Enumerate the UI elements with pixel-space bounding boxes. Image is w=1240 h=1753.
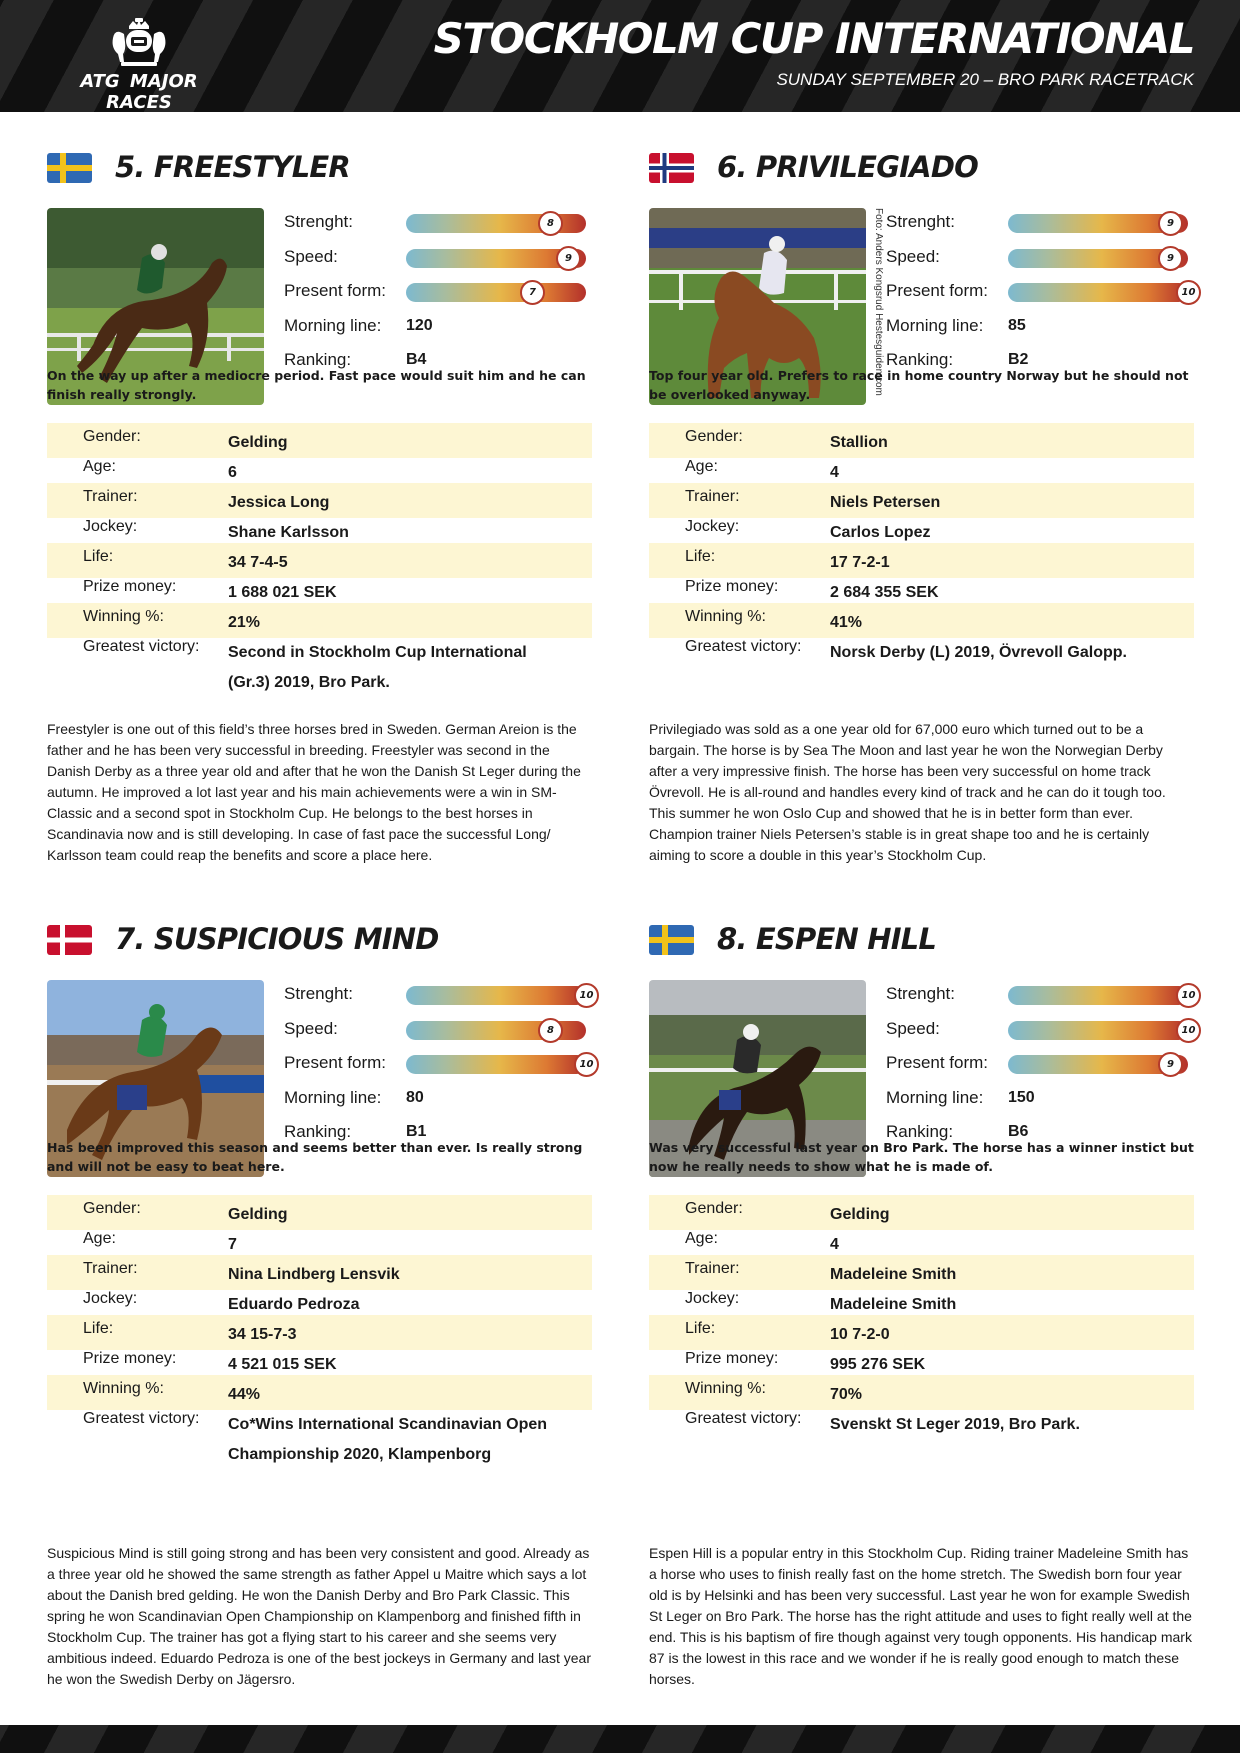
ranking-label: Ranking: [284, 350, 352, 369]
jockey-value: Madeleine Smith [830, 1296, 957, 1313]
age-value: 4 [830, 1236, 839, 1253]
strength-row [284, 980, 594, 1015]
morning-line-label: Morning line: [284, 315, 382, 335]
winning-label: Winning %: [83, 608, 164, 625]
ranking-label: Ranking: [886, 350, 954, 369]
gender-value: Gelding [228, 1206, 288, 1223]
age-value: 7 [228, 1236, 237, 1253]
gender-value: Stallion [830, 434, 888, 451]
horse-description: Freestyler is one out of this field’s three horses bred in Sweden. German Areion is the father and he has been very successful in breeding. Freestyler was second in the Danish Derby as a three year old and after that he won the Danish St Leger during the autumn. He improved a lot last year and his main achievements were a win in SM-Classic and a second spot in Stockholm Cup. He belongs to the best horses in Scandinavia now and is still developing. In case of fast pace the successful Long/ Karlsson team could reap the benefits and score a place here. [47, 721, 581, 863]
strength-knob: 8 [538, 211, 563, 236]
jockey-value: Eduardo Pedroza [228, 1296, 360, 1313]
info-table [47, 428, 592, 698]
horse-card-suspicious-mind [47, 922, 594, 1687]
speed-row [284, 1015, 594, 1050]
trainer-value: Niels Petersen [830, 494, 941, 511]
prize-label: Prize money: [83, 578, 177, 595]
age-value: 6 [228, 464, 237, 481]
speed-knob: 9 [556, 246, 581, 271]
speed-bar [406, 1021, 586, 1040]
speed-bar [1008, 249, 1188, 268]
horse-summary: Top four year old. Prefers to race in home country Norway but he should not be overlooked anyway. [649, 368, 1189, 402]
speed-label: Speed: [886, 1018, 940, 1038]
prize-value: 2 684 355 SEK [830, 584, 939, 601]
horse-summary: Has been improved this season and seems better than ever. Is really strong and will not be easy to beat here. [47, 1140, 583, 1174]
form-bar [406, 1055, 594, 1074]
jockey-value: Carlos Lopez [830, 524, 931, 541]
gender-value: Gelding [830, 1206, 890, 1223]
horse-description: Suspicious Mind is still going strong and has been very consistent and good. Already as a three year old he showed the same strength as father Appel u Maitre which says a lot about the Danish bred gelding. He won the Danish Derby and Bro Park Classic. This spring he won Scandinavian Open Championship on Klampenborg and finished fifth in Stockholm Cup. The trainer has got a flying start to his career and she seems very ambitious indeed. Eduardo Pedroza is one of the best jockeys in Germany and last year he won the Swedish Derby on Jägersro. [47, 1545, 591, 1687]
prize-value: 4 521 015 SEK [228, 1356, 337, 1373]
greatest-label: Greatest victory: [83, 638, 200, 655]
trainer-value: Nina Lindberg Lensvik [228, 1266, 400, 1283]
page-header [0, 0, 1240, 112]
greatest-row [649, 1405, 1194, 1440]
life-value: 17 7-2-1 [830, 554, 890, 571]
form-label: Present form: [284, 1053, 387, 1072]
form-knob: 7 [520, 280, 545, 305]
age-value: 4 [830, 464, 839, 481]
greatest-label: Greatest victory: [685, 1410, 802, 1427]
form-label: Present form: [284, 281, 387, 300]
greatest-label: Greatest victory: [83, 1410, 200, 1427]
winning-value: 70% [830, 1386, 863, 1403]
rating-panel [886, 980, 1196, 1153]
winning-value: 41% [830, 614, 863, 631]
speed-label: Speed: [886, 246, 940, 266]
life-value: 34 15-7-3 [228, 1326, 297, 1343]
age-label: Age: [83, 1230, 116, 1247]
photo-credit: Foto: Anders Kongsrud Hestesguiden.com [873, 208, 884, 396]
age-label: Age: [685, 1230, 718, 1247]
life-label: Life: [685, 548, 716, 565]
gender-label: Gender: [83, 428, 141, 445]
winning-label: Winning %: [685, 608, 766, 625]
greatest-row [47, 633, 592, 698]
speed-knob: 9 [1158, 246, 1183, 271]
jockey-value: Shane Karlsson [228, 524, 349, 541]
morning-line-label: Morning line: [284, 1087, 382, 1107]
rating-panel [284, 980, 594, 1153]
trainer-value: Madeleine Smith [830, 1266, 957, 1283]
morning-line-row [886, 312, 1196, 347]
jockey-label: Jockey: [685, 518, 740, 535]
morning-line-label: Morning line: [886, 1087, 984, 1107]
strength-row [886, 980, 1196, 1015]
form-bar [1008, 283, 1196, 302]
life-label: Life: [83, 548, 114, 565]
horse-description: Espen Hill is a popular entry in this Stockholm Cup. Riding trainer Madeleine Smith has a horse who uses to finish really fast on the home stretch. The Swedish born four year old is by Helsinki and has been very successful. Last year he won for example Swedish St Leger on Bro Park. The horse has the right attitude and uses to fight really well at the end. This is his baptism of fire though against very tough opponents. His handicap mark 87 is the lowest in this race and we wonder if he is really good enough to match these horses. [649, 1545, 1192, 1687]
life-value: 34 7-4-5 [228, 554, 288, 571]
gender-label: Gender: [685, 428, 743, 445]
page-subtitle: SUNDAY SEPTEMBER 20 – BRO PARK RACETRACK [776, 70, 1194, 89]
life-value: 10 7-2-0 [830, 1326, 890, 1343]
greatest-value: Norsk Derby (L) 2019, Övrevoll Galopp. [830, 644, 1127, 661]
info-table [649, 1200, 1194, 1440]
trainer-label: Trainer: [685, 488, 740, 505]
prize-value: 995 276 SEK [830, 1356, 926, 1373]
jockey-label: Jockey: [685, 1290, 740, 1307]
speed-knob: 10 [1176, 1018, 1201, 1043]
greatest-value: Second in Stockholm Cup International (Gr.3) 2019, Bro Park. [228, 644, 527, 691]
ranking-label: Ranking: [886, 1122, 954, 1141]
horse-name: 5. FREESTYLER [115, 150, 350, 184]
form-row [284, 277, 594, 312]
greatest-row [649, 633, 1194, 668]
speed-row [886, 1015, 1196, 1050]
greatest-label: Greatest victory: [685, 638, 802, 655]
strength-bar [406, 986, 594, 1005]
morning-line-row [886, 1084, 1196, 1119]
form-knob: 9 [1158, 1052, 1183, 1077]
speed-row [886, 243, 1196, 278]
morning-line-value: 120 [406, 316, 433, 334]
trainer-value: Jessica Long [228, 494, 330, 511]
jockey-label: Jockey: [83, 518, 138, 535]
info-table [47, 1200, 592, 1470]
morning-line-row [284, 312, 594, 347]
strength-label: Strenght: [886, 212, 955, 231]
form-row [886, 277, 1196, 312]
norway-flag-icon [649, 153, 694, 183]
ranking-label: Ranking: [284, 1122, 352, 1141]
speed-row [284, 243, 594, 278]
horse-summary: On the way up after a mediocre period. Fast pace would suit him and he can finish really strongly. [47, 368, 586, 402]
rating-panel [886, 208, 1196, 381]
ranking-value: B6 [1008, 1123, 1029, 1140]
rating-panel [284, 208, 594, 381]
life-label: Life: [83, 1320, 114, 1337]
ranking-value: B4 [406, 351, 427, 368]
speed-label: Speed: [284, 1018, 338, 1038]
form-knob: 10 [1176, 280, 1201, 305]
morning-line-label: Morning line: [886, 315, 984, 335]
sweden-flag-icon [47, 153, 92, 183]
form-label: Present form: [886, 281, 989, 300]
greatest-row [47, 1405, 592, 1470]
crest-icon [107, 16, 171, 68]
horse-card-privilegiado [649, 150, 1196, 863]
gender-label: Gender: [83, 1200, 141, 1217]
logo-text: ATG MAJOR RACES [80, 71, 198, 112]
form-bar [406, 283, 586, 302]
age-label: Age: [83, 458, 116, 475]
strength-label: Strenght: [284, 212, 353, 231]
strength-knob: 9 [1158, 211, 1183, 236]
strength-bar [1008, 214, 1188, 233]
form-row [886, 1049, 1196, 1084]
trainer-label: Trainer: [83, 1260, 138, 1277]
strength-row [886, 208, 1196, 243]
greatest-value: Svenskt St Leger 2019, Bro Park. [830, 1416, 1080, 1433]
horse-summary: Was very successful last year on Bro Park. The horse has a winner instict but now he really needs to show what he is made of. [649, 1140, 1194, 1174]
jockey-label: Jockey: [83, 1290, 138, 1307]
prize-label: Prize money: [83, 1350, 177, 1367]
prize-label: Prize money: [685, 1350, 779, 1367]
morning-line-row [284, 1084, 594, 1119]
greatest-value: Co*Wins International Scandinavian Open Championship 2020, Klampenborg [228, 1416, 548, 1463]
winning-label: Winning %: [685, 1380, 766, 1397]
winning-label: Winning %: [83, 1380, 164, 1397]
prize-label: Prize money: [685, 578, 779, 595]
horse-card-espen-hill [649, 922, 1196, 1687]
strength-knob: 10 [574, 983, 599, 1008]
horse-card-freestyler [47, 150, 592, 863]
strength-bar [1008, 986, 1196, 1005]
prize-value: 1 688 021 SEK [228, 584, 337, 601]
ranking-value: B1 [406, 1123, 427, 1140]
trainer-label: Trainer: [83, 488, 138, 505]
horse-name: 8. ESPEN HILL [717, 922, 937, 956]
life-label: Life: [685, 1320, 716, 1337]
gender-value: Gelding [228, 434, 288, 451]
horse-name: 6. PRIVILEGIADO [717, 150, 978, 184]
trainer-label: Trainer: [685, 1260, 740, 1277]
speed-label: Speed: [284, 246, 338, 266]
morning-line-value: 85 [1008, 316, 1026, 334]
page-title: STOCKHOLM CUP INTERNATIONAL [433, 14, 1194, 63]
form-label: Present form: [886, 1053, 989, 1072]
strength-label: Strenght: [284, 984, 353, 1003]
sweden-flag-icon [649, 925, 694, 955]
horse-name: 7. SUSPICIOUS MIND [115, 922, 439, 956]
winning-value: 21% [228, 614, 261, 631]
gender-label: Gender: [685, 1200, 743, 1217]
strength-bar [406, 214, 586, 233]
form-bar [1008, 1055, 1188, 1074]
horse-description: Privilegiado was sold as a one year old for 67,000 euro which turned out to be a bargain. The horse is by Sea The Moon and last year he won the Norwegian Derby after a very impressive finish. The horse has been very successful on home track Övrevoll. He is all-round and handles every kind of track and he can do it tough too. This summer he won Oslo Cup and showed that he is in better form than ever. Champion trainer Niels Petersen’s stable is in great shape too and he is certainly aiming to score a double in this year’s Stockholm Cup. [649, 721, 1166, 863]
page-footer [0, 1725, 1240, 1753]
form-knob: 10 [574, 1052, 599, 1077]
strength-knob: 10 [1176, 983, 1201, 1008]
strength-label: Strenght: [886, 984, 955, 1003]
age-label: Age: [685, 458, 718, 475]
info-table [649, 428, 1194, 668]
winning-value: 44% [228, 1386, 261, 1403]
ranking-value: B2 [1008, 351, 1029, 368]
speed-bar [1008, 1021, 1196, 1040]
atg-logo [44, 16, 234, 112]
speed-knob: 8 [538, 1018, 563, 1043]
morning-line-value: 80 [406, 1088, 424, 1106]
denmark-flag-icon [47, 925, 92, 955]
morning-line-value: 150 [1008, 1088, 1035, 1106]
form-row [284, 1049, 594, 1084]
speed-bar [406, 249, 586, 268]
strength-row [284, 208, 594, 243]
